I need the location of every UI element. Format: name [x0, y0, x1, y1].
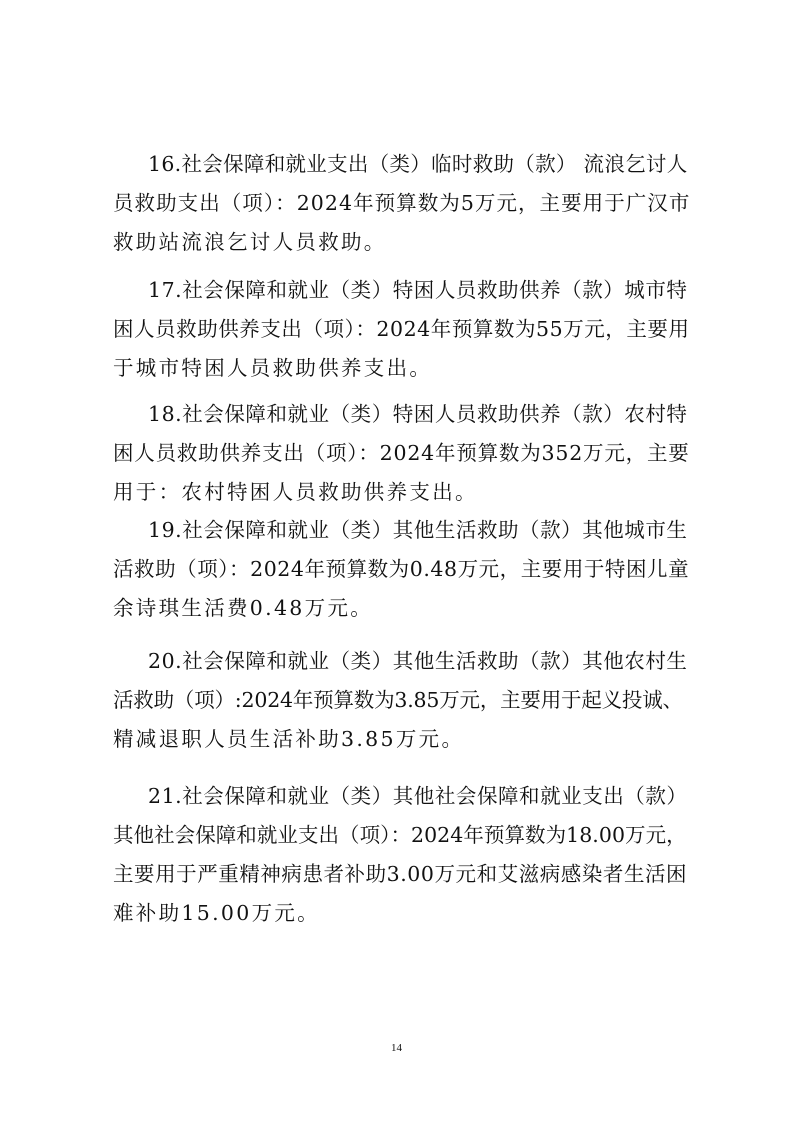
- text-line: 困人员救助供养支出（项）：2024年预算数为352万元，主要: [113, 441, 690, 465]
- page-number: 14: [391, 1042, 402, 1054]
- text-line: 21.社会保障和就业（类）其他社会保障和就业支出（款）: [148, 784, 688, 808]
- text-line: 活救助（项）:2024年预算数为3.85万元，主要用于起义投诚、: [113, 688, 683, 712]
- text-line: 用于：农村特困人员救助供养支出。: [113, 480, 478, 504]
- text-line: 难补助15.00万元。: [113, 901, 320, 925]
- text-line: 17.社会保障和就业（类）特困人员救助供养（款）城市特: [148, 278, 688, 302]
- text-line: 救助站流浪乞讨人员救助。: [113, 230, 387, 254]
- text-line: 精减退职人员生活补助3.85万元。: [113, 727, 465, 751]
- text-line: 员救助支出（项）：2024年预算数为5万元，主要用于广汉市: [113, 191, 691, 215]
- text-line: 活救助（项）：2024年预算数为0.48万元，主要用于特困儿童: [113, 557, 690, 581]
- text-line: 余诗琪生活费0.48万元。: [113, 596, 374, 620]
- text-line: 主要用于严重精神病患者补助3.00万元和艾滋病感染者生活困: [113, 862, 688, 886]
- text-line: 18.社会保障和就业（类）特困人员救助供养（款）农村特: [148, 402, 688, 426]
- text-line: 16.社会保障和就业支出（类）临时救助（款） 流浪乞讨人: [148, 152, 688, 176]
- text-line: 困人员救助供养支出（项）：2024年预算数为55万元，主要用: [113, 317, 690, 341]
- text-line: 19.社会保障和就业（类）其他生活救助（款）其他城市生: [148, 518, 688, 542]
- text-line: 其他社会保障和就业支出（项）：2024年预算数为18.00万元，: [113, 823, 687, 847]
- text-line: 20.社会保障和就业（类）其他生活救助（款）其他农村生: [148, 649, 688, 673]
- text-line: 于城市特困人员救助供养支出。: [113, 356, 433, 380]
